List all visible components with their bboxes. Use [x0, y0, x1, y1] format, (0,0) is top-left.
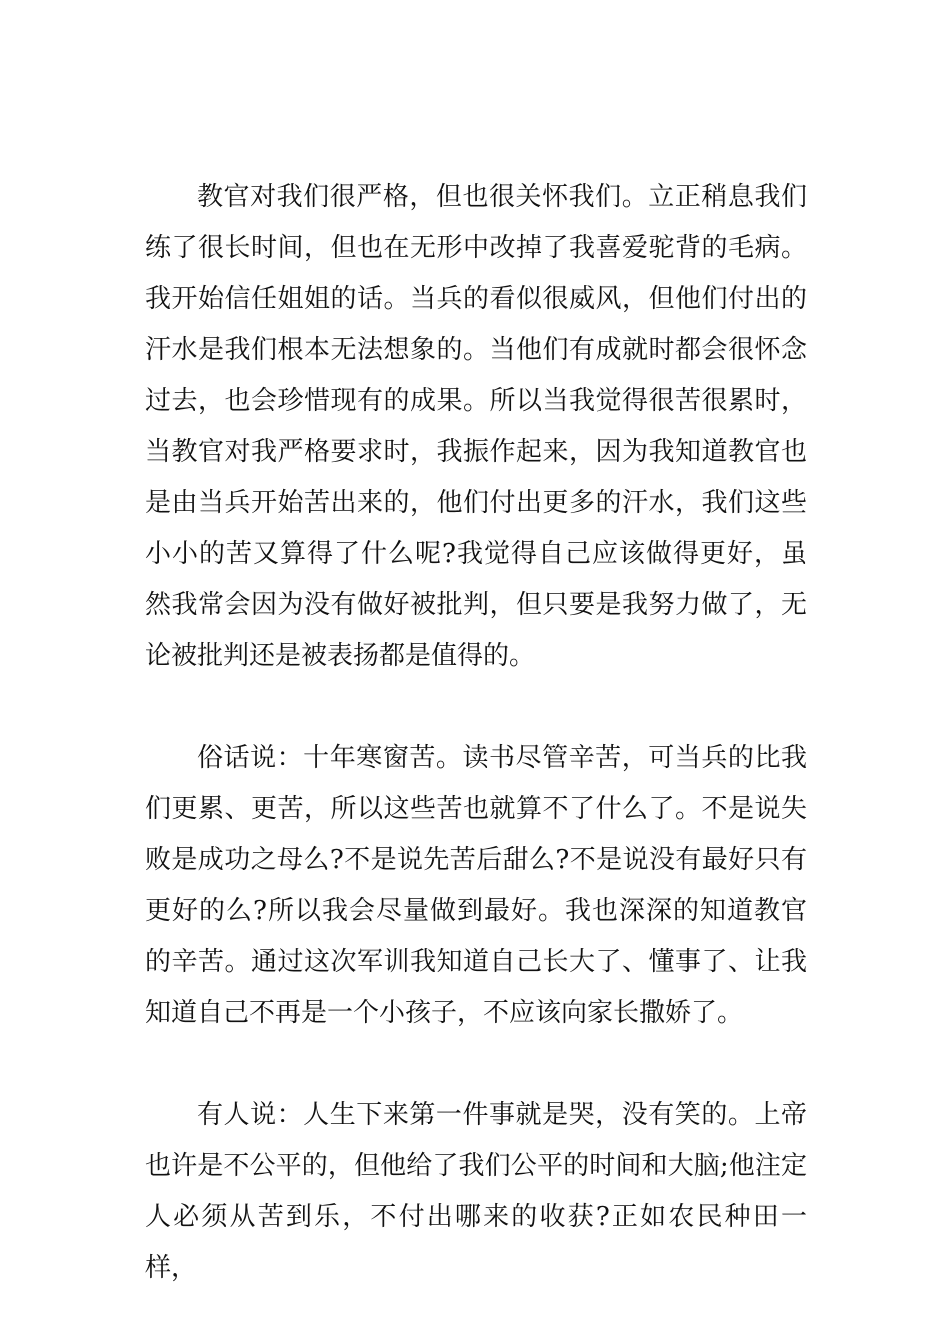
paragraph-2: 俗话说：十年寒窗苦。读书尽管辛苦，可当兵的比我们更累、更苦，所以这些苦也就算不了什么了。不是说失败是成功之母么?不是说先苦后甜么?不是说没有最好只有更好的么?所以我会尽量做到最好。我也深深的知道教官的辛苦。通过这次军训我知道自己长大了、懂事了、让我知道自己不再是一个小孩子，不应该向家长撒娇了。 [145, 743, 807, 1028]
paragraph-3: 有人说：人生下来第一件事就是哭，没有笑的。上帝也许是不公平的，但他给了我们公平的时间和大脑;他注定人必须从苦到乐，不付出哪来的收获?正如农民种田一样， [145, 1100, 807, 1283]
document-page [145, 172, 807, 1294]
paragraph-1: 教官对我们很严格，但也很关怀我们。立正稍息我们练了很长时间，但也在无形中改掉了我喜爱驼背的毛病。我开始信任姐姐的话。当兵的看似很威风，但他们付出的汗水是我们根本无法想象的。当他们有成就时都会很怀念过去，也会珍惜现有的成果。所以当我觉得很苦很累时，当教官对我严格要求时，我振作起来，因为我知道教官也是由当兵开始苦出来的，他们付出更多的汗水，我们这些小小的苦又算得了什么呢?我觉得自己应该做得更好，虽然我常会因为没有做好被批判，但只要是我努力做了，无论被批判还是被表扬都是值得的。 [145, 182, 807, 671]
